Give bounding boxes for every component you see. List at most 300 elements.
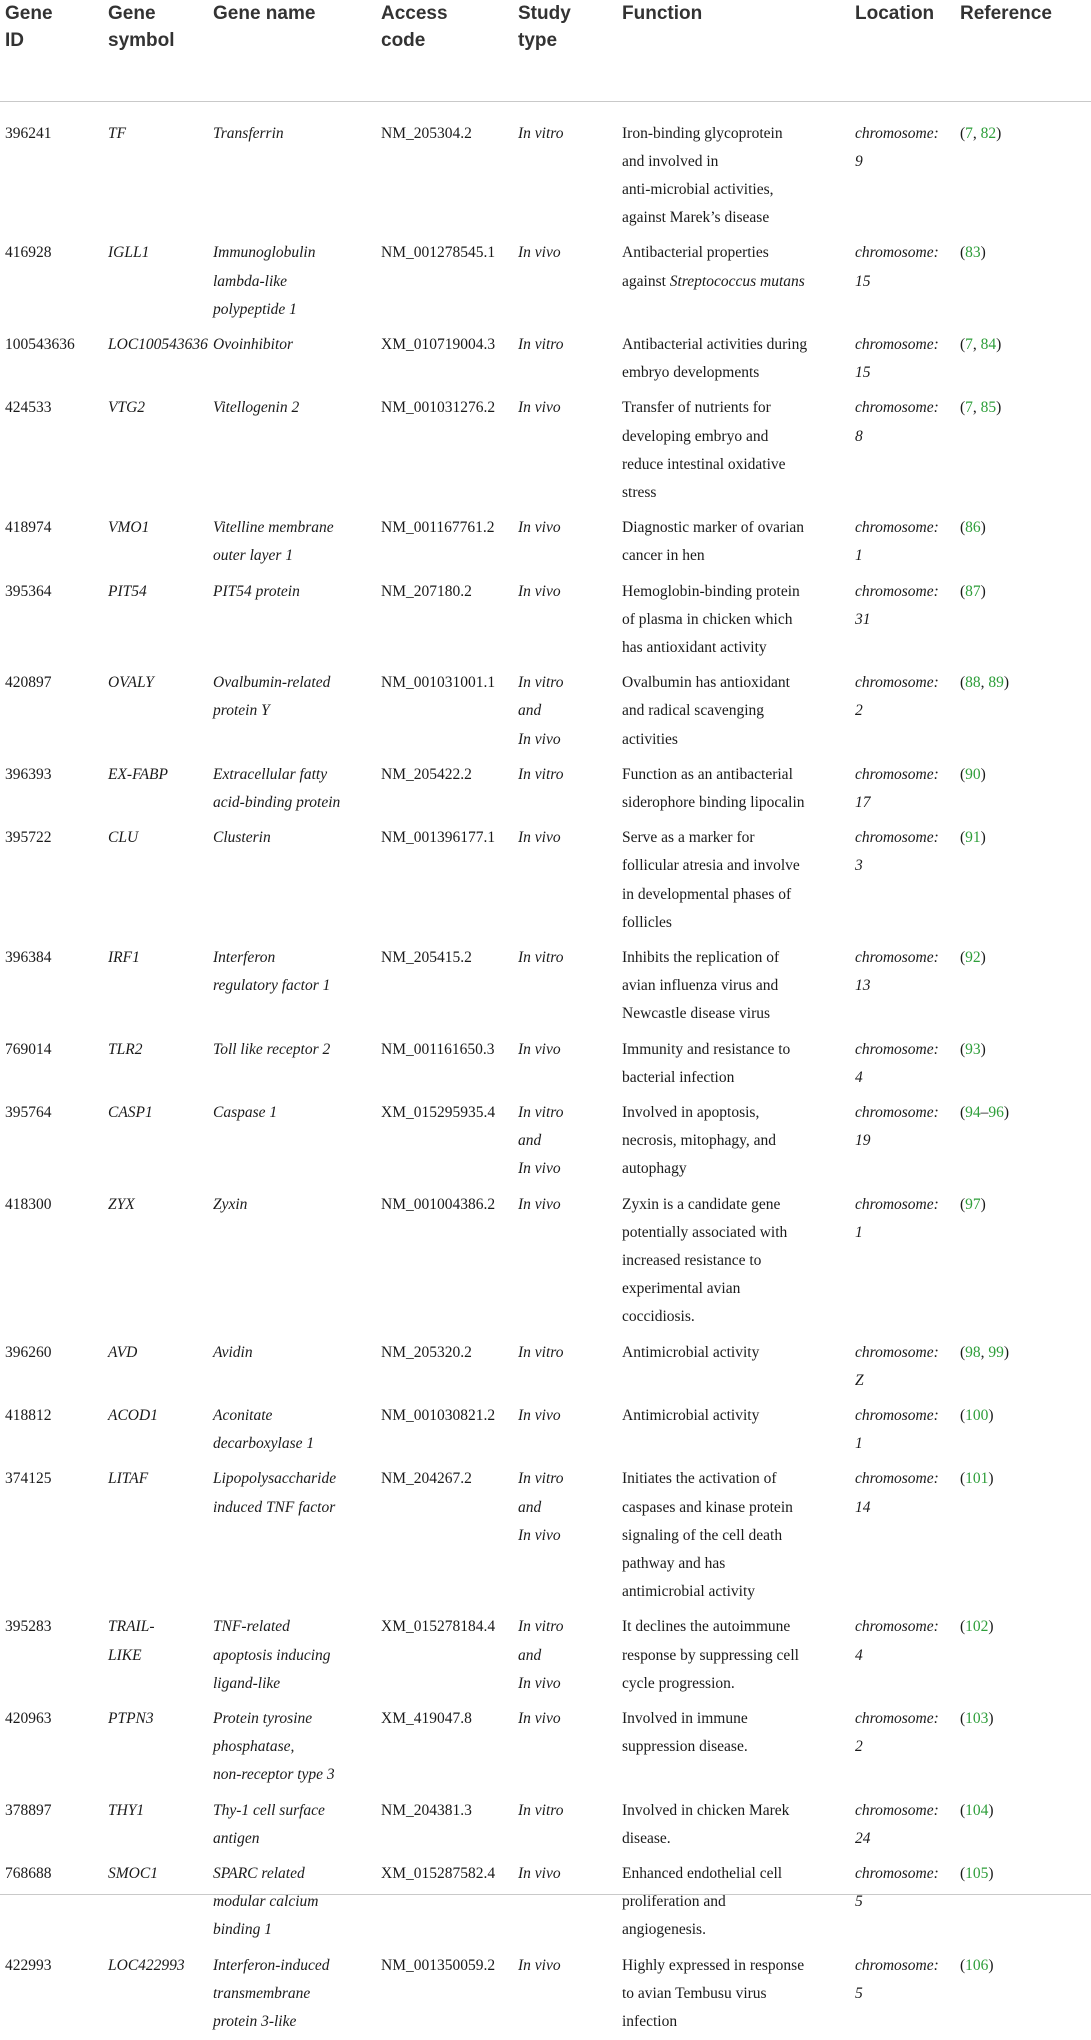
- study-type-text: In vivo: [518, 1670, 610, 1698]
- gene-name-text: binding 1: [213, 1916, 378, 1944]
- function-text: autophagy: [622, 1160, 687, 1177]
- function-text: Zyxin is a candidate gene: [622, 1196, 780, 1213]
- gene-name-text: modular calcium: [213, 1888, 378, 1916]
- reference-paren: (: [960, 1470, 965, 1487]
- access-code-cell: [381, 394, 516, 422]
- gene-name-cell: [213, 1797, 378, 1853]
- function-line: [622, 761, 847, 789]
- study-type-cell: [518, 394, 610, 422]
- reference-cell: [960, 578, 1085, 606]
- access-code-text: XM_419047.8: [381, 1705, 516, 1733]
- reference-paren: (: [960, 1407, 965, 1424]
- location-text: chromosome:: [855, 120, 955, 148]
- function-line: [622, 1550, 847, 1578]
- location-text: 9: [855, 148, 955, 176]
- function-line: [622, 479, 847, 507]
- location-text: 2: [855, 1733, 955, 1761]
- table-row: [0, 758, 1091, 821]
- study-type-text: In vivo: [518, 514, 610, 542]
- function-line: [622, 669, 847, 697]
- gene-symbol-text: EX-FABP: [108, 761, 208, 789]
- reference-link[interactable]: 102: [965, 1618, 988, 1635]
- location-text: 1: [855, 542, 955, 570]
- reference-paren: (: [960, 1041, 965, 1058]
- location-text: chromosome:: [855, 1402, 955, 1430]
- reference-paren: (: [960, 1104, 965, 1121]
- gene-id-text: 418812: [5, 1402, 100, 1430]
- function-cell: [622, 1465, 847, 1606]
- function-line: [622, 1578, 847, 1606]
- function-line: [622, 1127, 847, 1155]
- header-gene-name: Gene name: [213, 0, 378, 27]
- location-text: 4: [855, 1642, 955, 1670]
- table-row: [0, 575, 1091, 667]
- location-cell: [855, 239, 955, 295]
- table-header: [0, 0, 1091, 102]
- function-cell: [622, 1191, 847, 1332]
- function-line: [622, 394, 847, 422]
- reference-link[interactable]: 92: [965, 949, 981, 966]
- gene-name-text: Transferrin: [213, 120, 378, 148]
- function-line: [622, 1099, 847, 1127]
- gene-name-text: apoptosis inducing: [213, 1642, 378, 1670]
- function-line: [622, 824, 847, 852]
- gene-name-text: Interferon-induced: [213, 1952, 378, 1980]
- gene-name-cell: [213, 1613, 378, 1698]
- function-text: Serve as a marker for: [622, 829, 755, 846]
- reference-link[interactable]: 82: [981, 125, 997, 142]
- function-line: [622, 1219, 847, 1247]
- study-type-cell: [518, 239, 610, 267]
- reference-link[interactable]: 94: [965, 1104, 981, 1121]
- gene-id-text: 422993: [5, 1952, 100, 1980]
- function-text: experimental avian: [622, 1280, 740, 1297]
- function-cell: [622, 1339, 847, 1367]
- gene-id-text: 418300: [5, 1191, 100, 1219]
- study-type-text: and: [518, 1642, 610, 1670]
- location-text: 15: [855, 268, 955, 296]
- study-type-text: In vivo: [518, 578, 610, 606]
- function-text: antimicrobial activity: [622, 1583, 755, 1600]
- function-text: Involved in immune: [622, 1710, 748, 1727]
- reference-link[interactable]: 101: [965, 1470, 988, 1487]
- access-code-cell: [381, 1705, 516, 1733]
- gene-symbol-cell: [108, 1860, 208, 1888]
- function-line: [622, 1733, 847, 1761]
- function-text: cancer in hen: [622, 547, 705, 564]
- location-text: 1: [855, 1430, 955, 1458]
- function-cell: [622, 761, 847, 817]
- gene-symbol-text: TLR2: [108, 1036, 208, 1064]
- location-cell: [855, 944, 955, 1000]
- function-text: proliferation and: [622, 1893, 726, 1910]
- function-line: [622, 120, 847, 148]
- study-type-cell: [518, 1099, 610, 1184]
- gene-name-cell: [213, 944, 378, 1000]
- function-text: Antibacterial activities during: [622, 336, 807, 353]
- function-cell: [622, 1613, 847, 1698]
- study-type-text: In vitro: [518, 120, 610, 148]
- gene-id-text: 420897: [5, 669, 100, 697]
- function-line: [622, 1465, 847, 1493]
- table-row: [0, 1610, 1091, 1702]
- gene-name-text: Thy-1 cell surface: [213, 1797, 378, 1825]
- access-code-text: NM_001396177.1: [381, 824, 516, 852]
- location-text: 3: [855, 852, 955, 880]
- gene-id-text: 378897: [5, 1797, 100, 1825]
- reference-link[interactable]: 97: [965, 1196, 981, 1213]
- function-line: [622, 606, 847, 634]
- reference-paren: ): [988, 1802, 993, 1819]
- gene-symbol-text: LITAF: [108, 1465, 208, 1493]
- location-cell: [855, 394, 955, 450]
- study-type-cell: [518, 120, 610, 148]
- gene-symbol-cell: [108, 1465, 208, 1493]
- access-code-text: NM_001278545.1: [381, 239, 516, 267]
- study-type-cell: [518, 1339, 610, 1367]
- function-text: activities: [622, 731, 678, 748]
- reference-paren: (: [960, 829, 965, 846]
- function-text: of plasma in chicken which: [622, 611, 792, 628]
- table-row: [0, 666, 1091, 758]
- access-code-cell: [381, 669, 516, 697]
- study-type-text: In vivo: [518, 1155, 610, 1183]
- gene-name-text: induced TNF factor: [213, 1494, 378, 1522]
- access-code-text: NM_205415.2: [381, 944, 516, 972]
- access-code-cell: [381, 1402, 516, 1430]
- reference-paren: (: [960, 1957, 965, 1974]
- reference-link[interactable]: 91: [965, 829, 981, 846]
- function-text: Antibacterial properties: [622, 244, 769, 261]
- gene-name-text: Aconitate: [213, 1402, 378, 1430]
- function-line: [622, 268, 847, 296]
- reference-link[interactable]: 88: [965, 674, 981, 691]
- table-row: [0, 941, 1091, 1033]
- gene-id-text: 395364: [5, 578, 100, 606]
- location-text: chromosome:: [855, 578, 955, 606]
- gene-symbol-text: VTG2: [108, 394, 208, 422]
- gene-name-text: protein Y: [213, 697, 378, 725]
- study-type-cell: [518, 1191, 610, 1219]
- function-text: Hemoglobin-binding protein: [622, 583, 800, 600]
- location-cell: [855, 1099, 955, 1155]
- location-text: Z: [855, 1367, 955, 1395]
- gene-name-text: transmembrane: [213, 1980, 378, 2008]
- function-cell: [622, 514, 847, 570]
- reference-cell: [960, 1402, 1085, 1430]
- gene-symbol-cell: [108, 1099, 208, 1127]
- gene-symbol-text: CLU: [108, 824, 208, 852]
- reference-link[interactable]: 89: [988, 674, 1004, 691]
- reference-link[interactable]: 106: [965, 1957, 988, 1974]
- function-text: increased resistance to: [622, 1252, 761, 1269]
- study-type-cell: [518, 944, 610, 972]
- location-text: chromosome:: [855, 1099, 955, 1127]
- gene-id-text: 396241: [5, 120, 100, 148]
- gene-symbol-cell: [108, 1952, 208, 1980]
- gene-name-text: protein 3-like: [213, 2008, 378, 2036]
- reference-paren: (: [960, 519, 965, 536]
- study-type-text: In vivo: [518, 239, 610, 267]
- gene-name-cell: [213, 1191, 378, 1219]
- study-type-cell: [518, 578, 610, 606]
- study-type-cell: [518, 1797, 610, 1825]
- gene-id-cell: [5, 1036, 100, 1064]
- reference-cell: [960, 394, 1085, 422]
- reference-link[interactable]: 105: [965, 1865, 988, 1882]
- reference-cell: [960, 1465, 1085, 1493]
- access-code-text: NM_001167761.2: [381, 514, 516, 542]
- reference-cell: [960, 669, 1085, 697]
- gene-id-cell: [5, 514, 100, 542]
- reference-paren: (: [960, 125, 965, 142]
- gene-id-text: 416928: [5, 239, 100, 267]
- table-row: [0, 328, 1091, 391]
- gene-name-cell: [213, 331, 378, 359]
- reference-paren: ): [988, 1407, 993, 1424]
- function-line: [622, 726, 847, 754]
- reference-link[interactable]: 85: [981, 399, 997, 416]
- table-row: [0, 1096, 1091, 1188]
- function-text: necrosis, mitophagy, and: [622, 1132, 776, 1149]
- reference-paren: ): [981, 829, 986, 846]
- reference-separator: ,: [981, 1344, 989, 1361]
- reference-link[interactable]: 7: [965, 125, 973, 142]
- gene-name-cell: [213, 1860, 378, 1945]
- function-text: Iron-binding glycoprotein: [622, 125, 783, 142]
- gene-name-text: Ovalbumin-related: [213, 669, 378, 697]
- gene-id-cell: [5, 1705, 100, 1733]
- gene-name-text: non-receptor type 3: [213, 1761, 378, 1789]
- function-cell: [622, 1036, 847, 1092]
- study-type-text: In vitro: [518, 1465, 610, 1493]
- function-line: [622, 944, 847, 972]
- access-code-text: NM_001031276.2: [381, 394, 516, 422]
- function-line: [622, 972, 847, 1000]
- gene-id-cell: [5, 1402, 100, 1430]
- gene-symbol-cell: [108, 331, 208, 359]
- gene-symbol-cell: [108, 669, 208, 697]
- reference-link[interactable]: 98: [965, 1344, 981, 1361]
- location-text: chromosome:: [855, 1036, 955, 1064]
- location-text: chromosome:: [855, 1339, 955, 1367]
- gene-name-text: Ovoinhibitor: [213, 331, 378, 359]
- location-text: 14: [855, 1494, 955, 1522]
- gene-id-cell: [5, 331, 100, 359]
- gene-id-cell: [5, 1465, 100, 1493]
- study-type-text: In vitro: [518, 1099, 610, 1127]
- gene-symbol-text: IRF1: [108, 944, 208, 972]
- study-type-text: In vitro: [518, 944, 610, 972]
- gene-id-text: 396393: [5, 761, 100, 789]
- table-row: [0, 1702, 1091, 1794]
- gene-name-cell: [213, 239, 378, 324]
- access-code-text: XM_015295935.4: [381, 1099, 516, 1127]
- reference-paren: ): [981, 583, 986, 600]
- gene-symbol-text: TRAIL-: [108, 1613, 208, 1641]
- reference-paren: ): [1004, 674, 1009, 691]
- function-text: bacterial infection: [622, 1069, 734, 1086]
- function-text: Inhibits the replication of: [622, 949, 779, 966]
- location-cell: [855, 1191, 955, 1247]
- gene-name-text: Vitelline membrane: [213, 514, 378, 542]
- study-type-cell: [518, 761, 610, 789]
- study-type-cell: [518, 1402, 610, 1430]
- gene-id-cell: [5, 824, 100, 852]
- function-text: signaling of the cell death: [622, 1527, 782, 1544]
- function-cell: [622, 824, 847, 937]
- reference-link[interactable]: 99: [988, 1344, 1004, 1361]
- header-gene-symbol: Gene symbol: [108, 0, 208, 54]
- access-code-cell: [381, 1036, 516, 1064]
- study-type-text: In vivo: [518, 1402, 610, 1430]
- access-code-text: XM_015278184.4: [381, 1613, 516, 1641]
- gene-id-text: 424533: [5, 394, 100, 422]
- header-access-code: Access code: [381, 0, 516, 54]
- reference-paren: ): [996, 399, 1001, 416]
- gene-symbol-text: THY1: [108, 1797, 208, 1825]
- gene-id-cell: [5, 1952, 100, 1980]
- reference-cell: [960, 1036, 1085, 1064]
- gene-symbol-text: PIT54: [108, 578, 208, 606]
- study-type-cell: [518, 824, 610, 852]
- gene-name-text: Zyxin: [213, 1191, 378, 1219]
- function-text: Antimicrobial activity: [622, 1344, 759, 1361]
- access-code-text: NM_001004386.2: [381, 1191, 516, 1219]
- reference-link[interactable]: 90: [965, 766, 981, 783]
- gene-id-text: 420963: [5, 1705, 100, 1733]
- access-code-text: NM_207180.2: [381, 578, 516, 606]
- function-text: Initiates the activation of: [622, 1470, 777, 1487]
- reference-cell: [960, 1191, 1085, 1219]
- gene-symbol-cell: [108, 239, 208, 267]
- gene-name-text: Extracellular fatty: [213, 761, 378, 789]
- reference-paren: ): [988, 1618, 993, 1635]
- reference-link[interactable]: 86: [965, 519, 981, 536]
- gene-name-text: regulatory factor 1: [213, 972, 378, 1000]
- reference-cell: [960, 514, 1085, 542]
- function-text: anti-microbial activities,: [622, 181, 774, 198]
- function-text: Highly expressed in response: [622, 1957, 804, 1974]
- reference-link[interactable]: 104: [965, 1802, 988, 1819]
- reference-link[interactable]: 87: [965, 583, 981, 600]
- gene-id-text: 395764: [5, 1099, 100, 1127]
- reference-paren: (: [960, 766, 965, 783]
- location-cell: [855, 1860, 955, 1916]
- gene-symbol-cell: [108, 1339, 208, 1367]
- reference-cell: [960, 824, 1085, 852]
- function-line: [622, 2008, 847, 2036]
- gene-symbol-text: IGLL1: [108, 239, 208, 267]
- function-text: Streptococcus mutans: [670, 273, 805, 290]
- gene-id-text: 396260: [5, 1339, 100, 1367]
- reference-link[interactable]: 7: [965, 336, 973, 353]
- access-code-cell: [381, 824, 516, 852]
- gene-symbol-text: ACOD1: [108, 1402, 208, 1430]
- reference-separator: ,: [981, 674, 989, 691]
- function-text: has antioxidant activity: [622, 639, 767, 656]
- access-code-text: NM_001031001.1: [381, 669, 516, 697]
- reference-cell: [960, 1952, 1085, 1980]
- reference-paren: ): [988, 1957, 993, 1974]
- function-text: follicles: [622, 914, 672, 931]
- table-row: [0, 117, 1091, 237]
- reference-paren: ): [981, 766, 986, 783]
- reference-link[interactable]: 103: [965, 1710, 988, 1727]
- reference-paren: (: [960, 1196, 965, 1213]
- gene-name-cell: [213, 761, 378, 817]
- gene-name-cell: [213, 1339, 378, 1367]
- gene-id-cell: [5, 578, 100, 606]
- reference-link[interactable]: 93: [965, 1041, 981, 1058]
- gene-table: [0, 0, 1091, 102]
- access-code-text: NM_001030821.2: [381, 1402, 516, 1430]
- study-type-text: In vitro: [518, 1339, 610, 1367]
- reference-link[interactable]: 7: [965, 399, 973, 416]
- study-type-text: In vivo: [518, 1705, 610, 1733]
- location-text: chromosome:: [855, 1952, 955, 1980]
- gene-symbol-text: TF: [108, 120, 208, 148]
- function-line: [622, 1064, 847, 1092]
- gene-symbol-cell: [108, 394, 208, 422]
- function-line: [622, 1705, 847, 1733]
- gene-name-cell: [213, 1952, 378, 2037]
- location-text: chromosome:: [855, 1705, 955, 1733]
- location-text: chromosome:: [855, 824, 955, 852]
- gene-name-text: Avidin: [213, 1339, 378, 1367]
- reference-link[interactable]: 83: [965, 244, 981, 261]
- reference-cell: [960, 1613, 1085, 1641]
- gene-id-cell: [5, 120, 100, 148]
- function-line: [622, 451, 847, 479]
- reference-link[interactable]: 84: [981, 336, 997, 353]
- study-type-text: In vivo: [518, 1036, 610, 1064]
- location-text: 31: [855, 606, 955, 634]
- location-cell: [855, 1465, 955, 1521]
- table-row: [0, 1857, 1091, 1949]
- location-text: 5: [855, 1888, 955, 1916]
- access-code-cell: [381, 514, 516, 542]
- location-cell: [855, 1797, 955, 1853]
- reference-paren: ): [996, 336, 1001, 353]
- reference-link[interactable]: 96: [988, 1104, 1004, 1121]
- gene-name-cell: [213, 824, 378, 852]
- location-cell: [855, 1036, 955, 1092]
- function-text: Enhanced endothelial cell: [622, 1865, 782, 1882]
- function-cell: [622, 1099, 847, 1184]
- gene-id-cell: [5, 1099, 100, 1127]
- function-line: [622, 1036, 847, 1064]
- reference-link[interactable]: 100: [965, 1407, 988, 1424]
- function-line: [622, 1613, 847, 1641]
- reference-paren: ): [981, 1041, 986, 1058]
- function-text: It declines the autoimmune: [622, 1618, 790, 1635]
- location-text: chromosome:: [855, 1191, 955, 1219]
- function-cell: [622, 1860, 847, 1945]
- gene-name-text: Caspase 1: [213, 1099, 378, 1127]
- function-text: siderophore binding lipocalin: [622, 794, 805, 811]
- gene-name-text: acid-binding protein: [213, 789, 378, 817]
- reference-paren: (: [960, 1344, 965, 1361]
- access-code-cell: [381, 1613, 516, 1641]
- function-line: [622, 1980, 847, 2008]
- gene-symbol-cell: [108, 1705, 208, 1733]
- function-line: [622, 1670, 847, 1698]
- function-text: disease.: [622, 1830, 671, 1847]
- location-text: 13: [855, 972, 955, 1000]
- access-code-text: NM_204381.3: [381, 1797, 516, 1825]
- gene-name-text: polypeptide 1: [213, 296, 378, 324]
